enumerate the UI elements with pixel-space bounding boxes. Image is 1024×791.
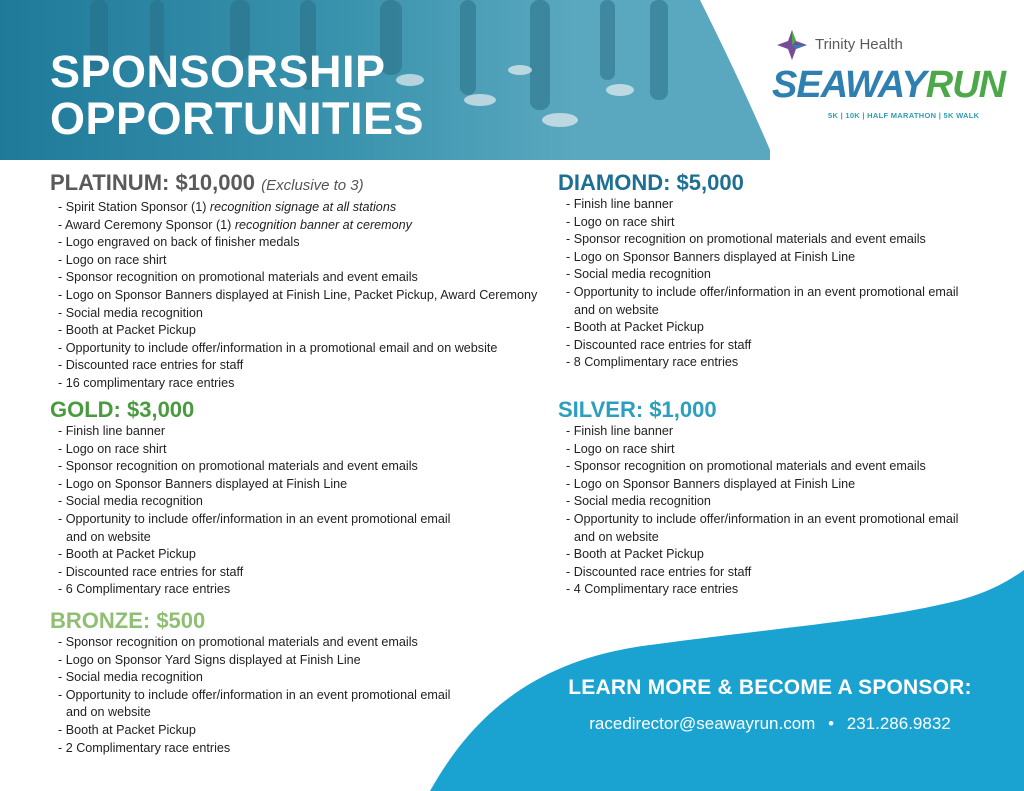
benefit-item (58, 357, 550, 375)
benefit-text: - Social media recognition (58, 305, 203, 320)
benefit-text: - Social media recognition (58, 494, 203, 509)
benefit-item (566, 423, 978, 441)
benefit-item (58, 634, 470, 652)
call-to-action (530, 676, 1010, 734)
benefit-text: - 2 Complimentary race entries (58, 740, 231, 755)
benefit-text: - Logo on race shirt (566, 441, 675, 456)
page-title-line2: OPPORTUNITIES (50, 93, 425, 144)
tier-name: DIAMOND: $5,000 (558, 170, 744, 195)
benefit-text: - Discounted race entries for staff (566, 564, 752, 579)
benefit-emphasis: recognition banner at ceremony (234, 217, 412, 232)
benefit-text: - Sponsor recognition on promotional materials and event emails (58, 459, 418, 474)
benefit-text: - 8 Complimentary race entries (566, 355, 739, 370)
benefit-text: - Logo on race shirt (566, 214, 675, 229)
benefit-item (58, 252, 550, 270)
benefit-list (50, 634, 470, 757)
benefit-text: - Booth at Packet Pickup (566, 320, 704, 335)
benefit-text: - Award Ceremony Sponsor (1) (58, 217, 235, 232)
benefit-text: - Opportunity to include offer/information in an event promotional email and on website (58, 511, 451, 544)
benefit-item (566, 319, 978, 337)
benefit-text: - Booth at Packet Pickup (58, 547, 196, 562)
benefit-item (566, 441, 978, 459)
tier-gold (50, 397, 470, 599)
contact-email[interactable]: racedirector@seawayrun.com (589, 714, 816, 733)
benefit-item (58, 722, 470, 740)
benefit-text: - Logo on Sponsor Banners displayed at Finish Line (566, 249, 856, 264)
benefit-item (58, 687, 470, 722)
benefit-text: - Logo on race shirt (58, 441, 167, 456)
benefit-item (58, 375, 550, 393)
benefit-text: - Sponsor recognition on promotional materials and event emails (58, 270, 418, 285)
benefit-list (50, 423, 470, 599)
benefit-text: - Finish line banner (566, 424, 674, 438)
cta-contact (530, 714, 1010, 734)
benefit-text: - Sponsor recognition on promotional materials and event emails (566, 459, 926, 474)
benefit-item (566, 284, 978, 319)
tier-platinum (50, 170, 550, 393)
benefit-item (566, 196, 978, 214)
brand-name: Trinity Health (815, 36, 903, 53)
benefit-text: - Logo on race shirt (58, 252, 167, 267)
benefit-text: - Spirit Station Sponsor (1) (58, 200, 210, 214)
benefit-item (566, 249, 978, 267)
benefit-text: - Social media recognition (58, 670, 203, 685)
benefit-text: - Booth at Packet Pickup (566, 547, 704, 562)
benefit-item (58, 652, 470, 670)
benefit-text: - Sponsor recognition on promotional materials and event emails (566, 232, 926, 247)
benefit-list (50, 199, 550, 393)
benefit-item (566, 354, 978, 372)
tier-title (50, 397, 470, 423)
benefit-text: - Logo on Sponsor Banners displayed at Finish Line (58, 476, 348, 491)
benefit-text: - Logo engraved on back of finisher medals (58, 235, 300, 250)
benefit-item (566, 266, 978, 284)
tier-name: SILVER: $1,000 (558, 397, 717, 422)
tier-title (50, 608, 470, 634)
tier-name: GOLD: $3,000 (50, 397, 195, 422)
event-wordmark-part2: RUN (925, 64, 1006, 106)
benefit-item (58, 234, 550, 252)
benefit-text: - Finish line banner (58, 424, 166, 438)
benefit-item (58, 740, 470, 758)
benefit-item (566, 511, 978, 546)
tier-title (558, 397, 978, 423)
benefit-item (566, 476, 978, 494)
benefit-text: - Logo on Sponsor Banners displayed at Finish Line, Packet Pickup, Award Ceremony (58, 287, 538, 302)
page-title-line1: SPONSORSHIP (50, 46, 386, 97)
benefit-item (566, 581, 978, 599)
tier-name: PLATINUM: $10,000 (50, 170, 255, 195)
benefit-item (58, 287, 550, 305)
benefit-text: - Opportunity to include offer/information in an event promotional email and on website (566, 284, 959, 317)
benefit-item (58, 269, 550, 287)
benefit-text: - Opportunity to include offer/information in a promotional email and on website (58, 340, 498, 355)
contact-separator: • (828, 714, 835, 733)
tier-title (558, 170, 978, 196)
benefit-text: - Booth at Packet Pickup (58, 323, 196, 338)
benefit-text: - 16 complimentary race entries (58, 375, 235, 390)
benefit-emphasis: recognition signage at all stations (209, 200, 397, 214)
benefit-item (58, 476, 470, 494)
tier-bronze (50, 608, 470, 757)
benefit-text: - Opportunity to include offer/information in an event promotional email and on website (58, 687, 451, 720)
benefit-text: - Social media recognition (566, 494, 711, 509)
benefit-item (58, 669, 470, 687)
benefit-text: - Booth at Packet Pickup (58, 722, 196, 737)
cta-title: LEARN MORE & BECOME A SPONSOR: (568, 676, 972, 699)
tier-silver (558, 397, 978, 599)
benefit-item (58, 458, 470, 476)
benefit-text: - Sponsor recognition on promotional materials and event emails (58, 635, 418, 649)
tier-note: (Exclusive to 3) (261, 177, 364, 194)
benefit-text: - Social media recognition (566, 267, 711, 282)
contact-phone[interactable]: 231.286.9832 (846, 714, 951, 733)
benefit-item (566, 231, 978, 249)
benefit-item (58, 423, 470, 441)
benefit-list (558, 423, 978, 599)
benefit-item (58, 441, 470, 459)
benefit-text: - Finish line banner (566, 197, 674, 211)
tier-diamond (558, 170, 978, 372)
benefit-item (58, 493, 470, 511)
benefit-text: - 6 Complimentary race entries (58, 582, 231, 597)
benefit-text: - Discounted race entries for staff (58, 564, 244, 579)
benefit-item (58, 305, 550, 323)
benefit-text: - 4 Complimentary race entries (566, 582, 739, 597)
benefit-item (566, 546, 978, 564)
benefit-item (58, 340, 550, 358)
event-wordmark-part1: SEAWAY (772, 64, 926, 106)
benefit-text: - Logo on Sponsor Yard Signs displayed at Finish Line (58, 652, 361, 667)
benefit-text: - Logo on Sponsor Banners displayed at Finish Line (566, 476, 856, 491)
benefit-list (558, 196, 978, 372)
benefit-text: - Opportunity to include offer/information in an event promotional email and on website (566, 511, 959, 544)
benefit-item (566, 493, 978, 511)
benefit-item (566, 564, 978, 582)
event-tagline: 5K | 10K | HALF MARATHON | 5K WALK (828, 111, 980, 120)
benefit-text: - Discounted race entries for staff (58, 358, 244, 373)
benefit-text: - Discounted race entries for staff (566, 337, 752, 352)
benefit-item (566, 214, 978, 232)
tier-name: BRONZE: $500 (50, 608, 206, 633)
benefit-item (58, 546, 470, 564)
benefit-item (566, 458, 978, 476)
benefit-item (58, 199, 550, 217)
tier-title (50, 170, 550, 199)
benefit-item (58, 322, 550, 340)
benefit-item (58, 511, 470, 546)
benefit-item (566, 337, 978, 355)
benefit-item (58, 217, 550, 235)
benefit-item (58, 581, 470, 599)
benefit-item (58, 564, 470, 582)
